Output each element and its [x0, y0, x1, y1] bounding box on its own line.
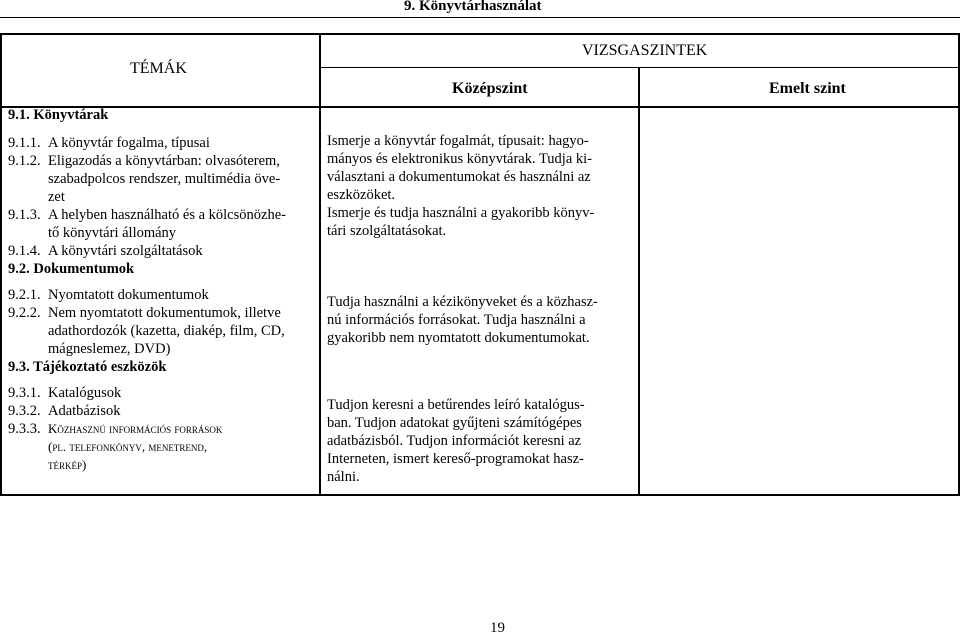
- list-item: 9.3.2. Adatbázisok: [8, 403, 121, 419]
- column-divider-1: [319, 33, 321, 496]
- mid-level-block-1: Ismerje a könyvtár fogalmát, típusait: hagyo- mányos és elektronikus könyvtárak. Tudja ki- választani a dokumentumokat és használni az eszközöket. Ismerje és tudja használni a gyakoribb könyv- tári szolgáltatásokat.: [327, 133, 595, 239]
- table-border-bottom: [0, 494, 960, 496]
- section-heading: 9.2. Dokumentumok: [8, 261, 135, 277]
- list-item: 9.1.1. A könyvtár fogalma, típusai: [8, 135, 210, 151]
- column-divider-2: [638, 68, 640, 496]
- list-item: 9.1.4. A könyvtári szolgáltatások: [8, 243, 203, 259]
- advanced-level-header: Emelt szint: [769, 80, 846, 97]
- levels-header-divider: [319, 67, 960, 68]
- list-item: 9.2.2. Nem nyomtatott dokumentumok, illetve adathordozók (kazetta, diakép, film, CD, mágneslemez, DVD): [8, 305, 285, 357]
- list-item: 9.1.3. A helyben használható és a kölcsönözhe- tő könyvtári állomány: [8, 207, 286, 241]
- mid-level-block-3: Tudjon keresni a betűrendes leíró katalógus- ban. Tudjon adatokat gyűjteni számítógépes adatbázisból. Tudjon információt keresni az Interneten, ismert kereső-programokat hasz- nálni.: [327, 397, 585, 485]
- chapter-title: 9. Könyvtárhasználat: [404, 0, 542, 14]
- table-border-top: [0, 33, 960, 35]
- mid-level-block-2: Tudja használni a kézikönyveket és a közhasz- nú információs forrásokat. Tudja használni a gyakoribb nem nyomtatott dokumentumokat.: [327, 294, 598, 346]
- topics-column: [8, 106, 318, 474]
- header-rule: [0, 17, 960, 18]
- exam-levels-header: VIZSGASZINTEK: [582, 42, 708, 59]
- section-heading: 9.1. Könyvtárak: [8, 107, 109, 123]
- topics-header: TÉMÁK: [130, 60, 187, 77]
- list-item: 9.2.1. Nyomtatott dokumentumok: [8, 287, 209, 303]
- list-item: 9.1.2. Eligazodás a könyvtárban: olvasóterem, szabadpolcos rendszer, multimédia öve- zet: [8, 153, 281, 205]
- list-item: 9.3.3. Közhasznú információs források (pl. telefonkönyv, menetrend, térkép): [8, 421, 223, 472]
- list-item: 9.3.1. Katalógusok: [8, 385, 122, 401]
- table-border-left: [0, 33, 2, 496]
- page-number: 19: [490, 620, 505, 636]
- mid-level-header: Középszint: [452, 80, 528, 97]
- section-heading: 9.3. Tájékoztató eszközök: [8, 359, 167, 375]
